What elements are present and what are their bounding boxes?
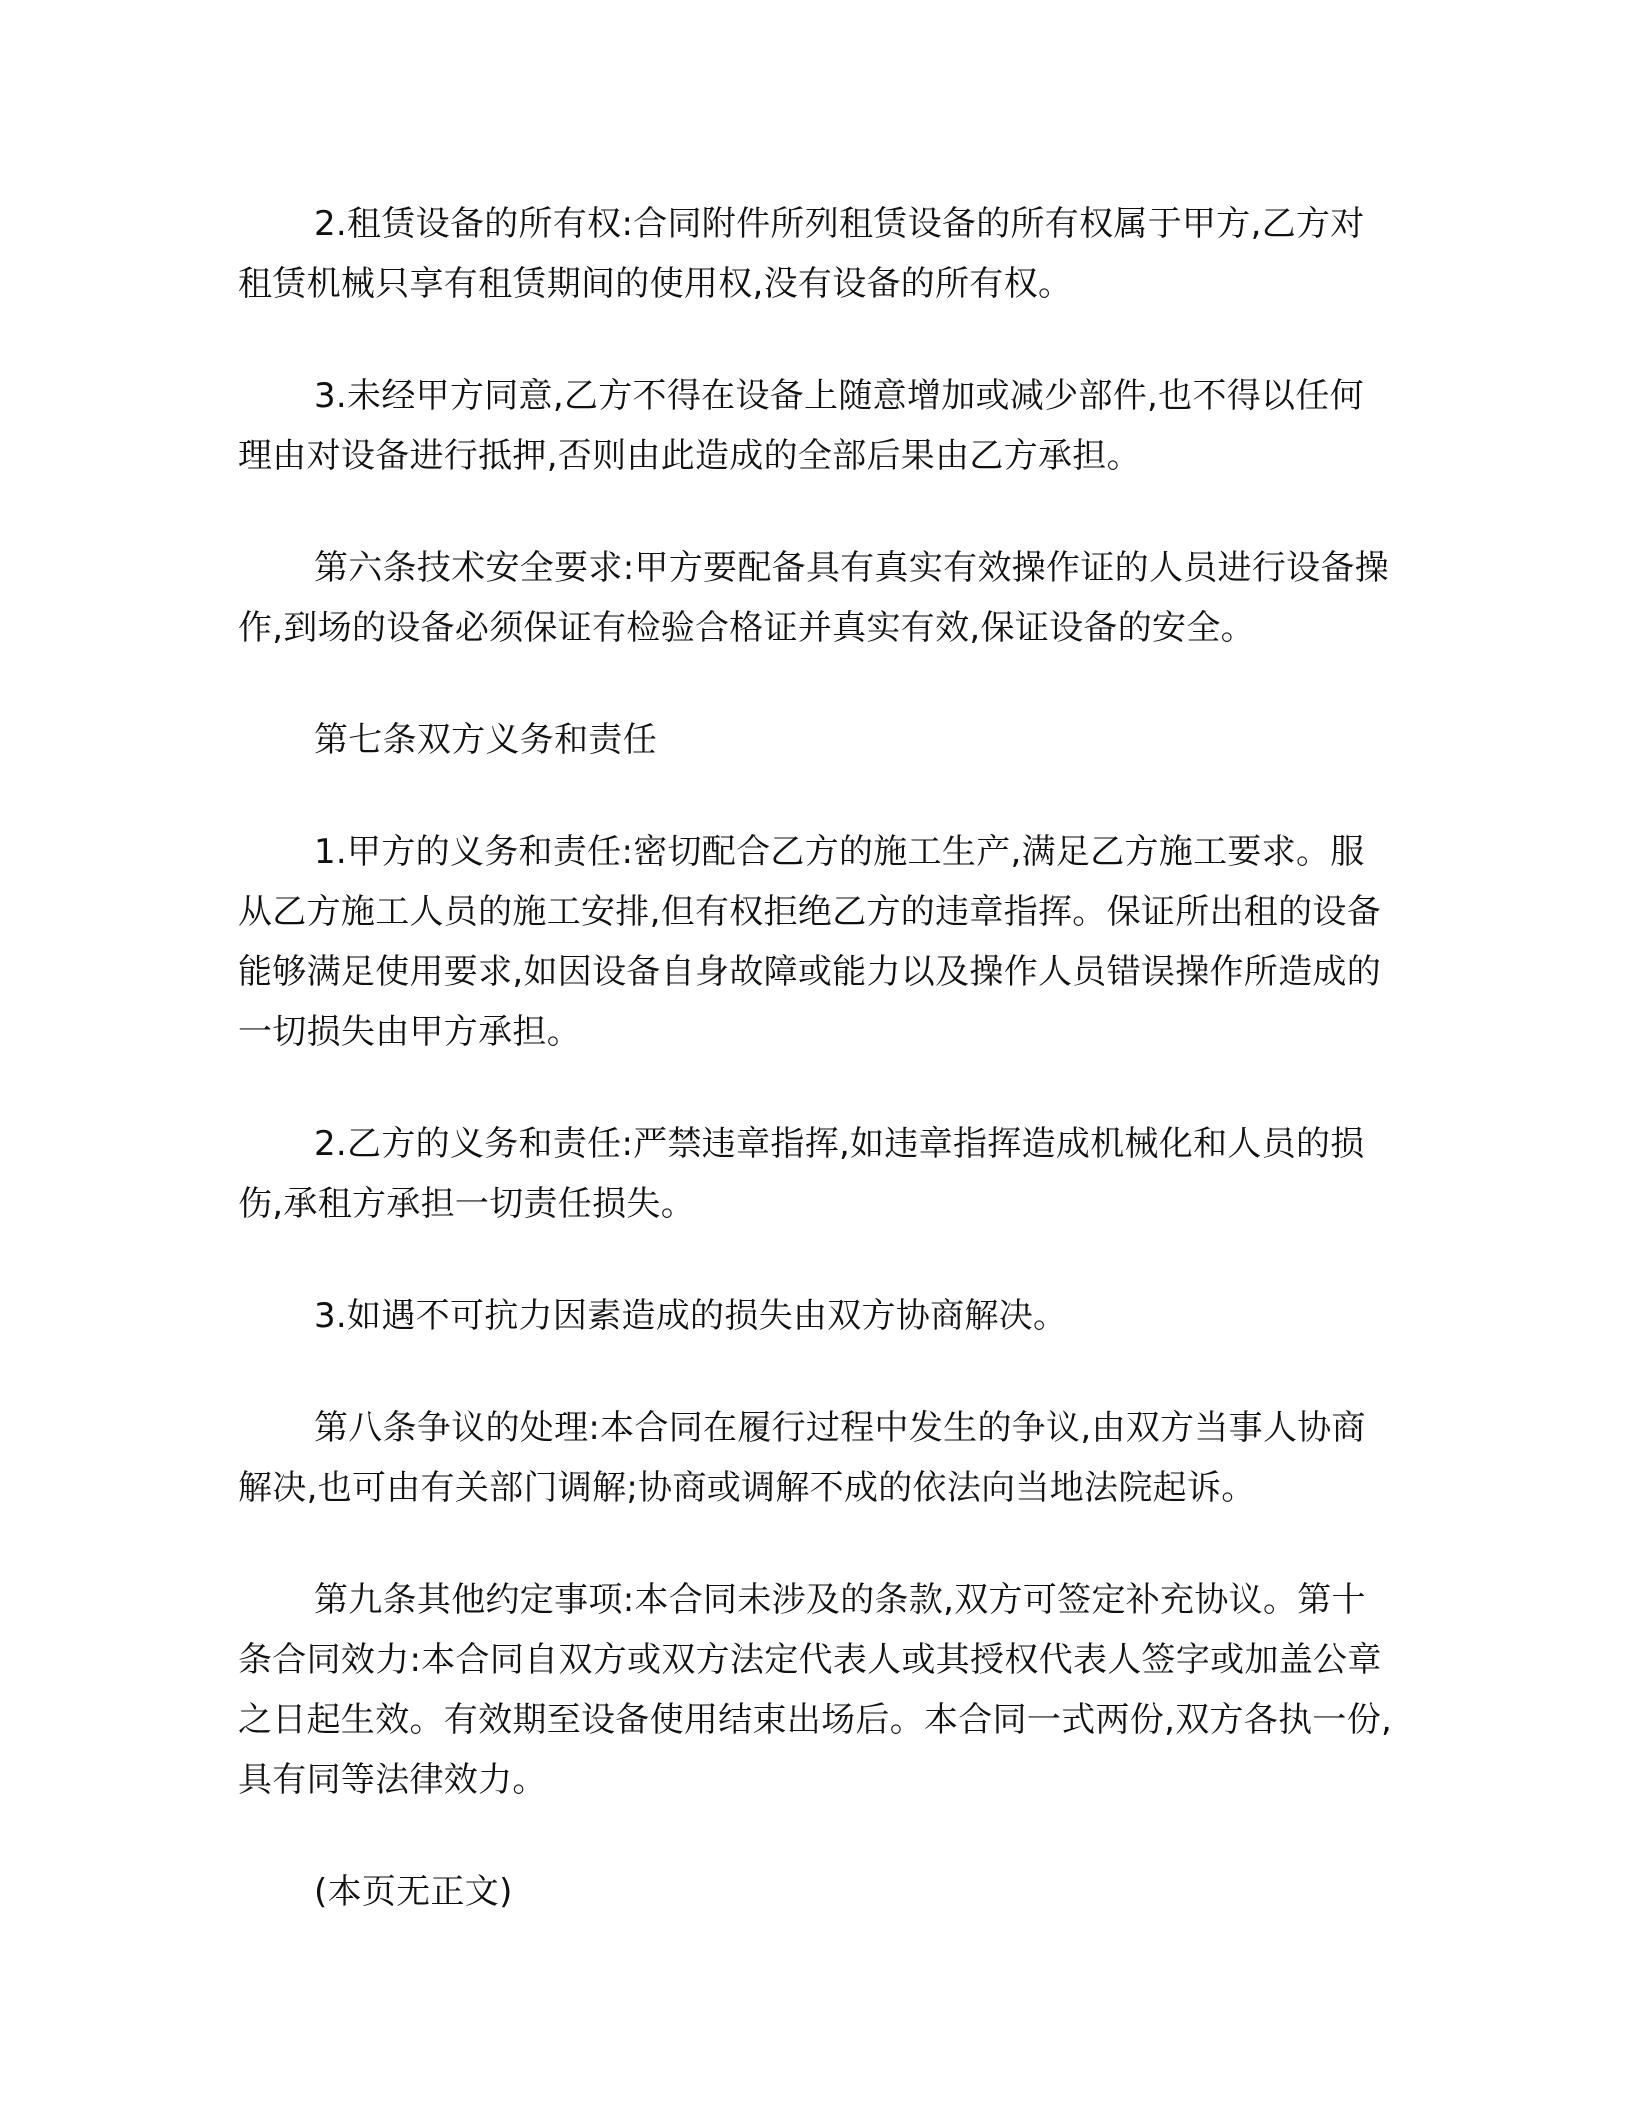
paragraph-party-b-duties: 2.乙方的义务和责任:严禁违章指挥,如违章指挥造成机械化和人员的损伤,承租方承担一切责任损失。: [238, 1124, 1365, 1224]
paragraph-party-a-duties: 1.甲方的义务和责任:密切配合乙方的施工生产,满足乙方施工要求。服从乙方施工人员的施工安排,但有权拒绝乙方的违章指挥。保证所出租的设备能够满足使用要求,如因设备自身故障或能力以及操作人员错误操作所造成的一切损失由甲方承担。: [238, 832, 1382, 1052]
paragraph-no-modification: 3.未经甲方同意,乙方不得在设备上随意增加或减少部件,也不得以任何理由对设备进行抵押,否则由此造成的全部后果由乙方承担。: [238, 376, 1364, 476]
paragraph-article-8-disputes: 第八条争议的处理:本合同在履行过程中发生的争议,由双方当事人协商解决,也可由有关部门调解;协商或调解不成的依法向当地法院起诉。: [238, 1408, 1366, 1508]
paragraph-article-9-10-effect: 第九条其他约定事项:本合同未涉及的条款,双方可签定补充协议。第十条合同效力:本合同自双方或双方法定代表人或其授权代表人签字或加盖公章之日起生效。有效期至设备使用结束出场后。本合同一式两份,双方各执一份,具有同等法律效力。: [238, 1580, 1393, 1800]
paragraph-equipment-ownership: 2.租赁设备的所有权:合同附件所列租赁设备的所有权属于甲方,乙方对租赁机械只享有租赁期间的使用权,没有设备的所有权。: [238, 204, 1365, 304]
paragraph-article-6-safety: 第六条技术安全要求:甲方要配备具有真实有效操作证的人员进行设备操作,到场的设备必须保证有检验合格证并真实有效,保证设备的安全。: [238, 548, 1390, 648]
paragraph-force-majeure: 3.如遇不可抗力因素造成的损失由双方协商解决。: [314, 1296, 1068, 1336]
paragraph-no-body-note: (本页无正文): [314, 1872, 513, 1912]
document-body: [238, 194, 1398, 1974]
paragraph-article-7-heading: 第七条双方义务和责任: [314, 720, 657, 760]
